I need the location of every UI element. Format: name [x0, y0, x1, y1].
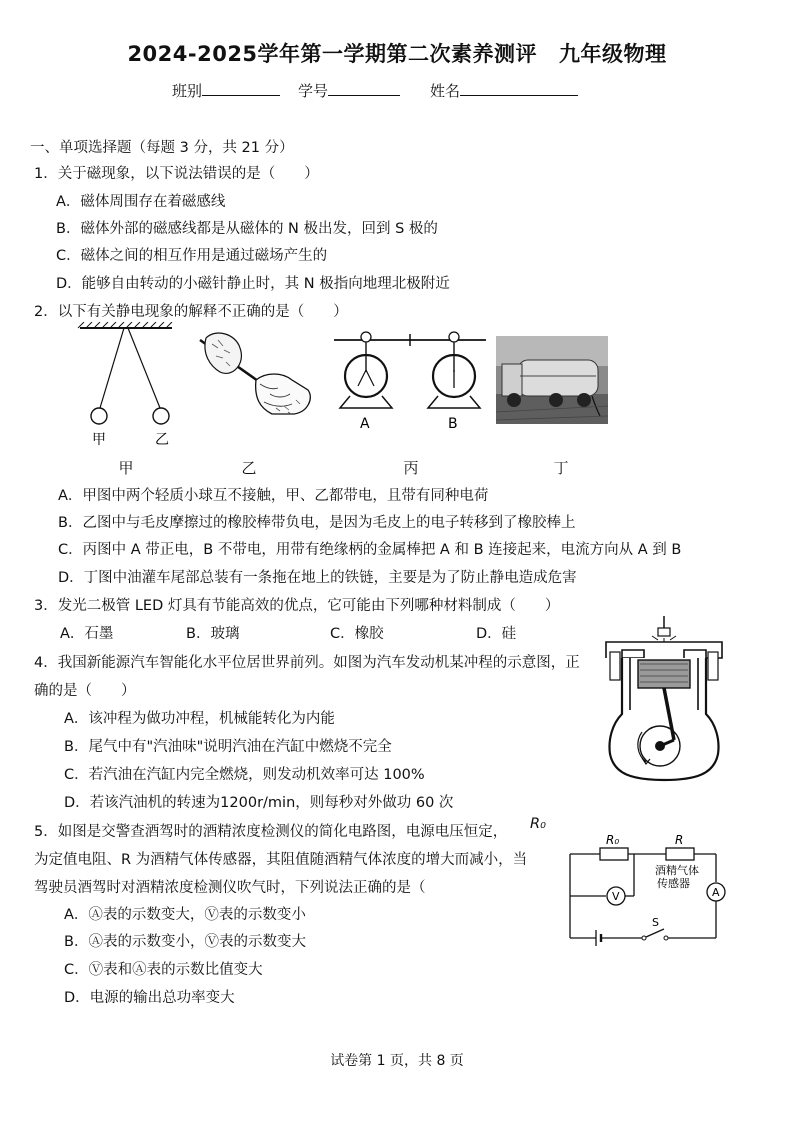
name-field[interactable] — [430, 80, 578, 101]
class-blank[interactable] — [202, 81, 280, 96]
q4-stem-line2: 确的是（ ） — [34, 683, 136, 699]
figure-ding-tanker-photo — [496, 336, 608, 424]
q3-stem: 3．发光二极管 LED 灯具有节能高效的优点，它可能由下列哪种材料制成（ ） — [34, 598, 560, 614]
q2-stem: 2．以下有关静电现象的解释不正确的是（ ） — [34, 304, 348, 320]
resistor-r — [666, 848, 694, 860]
q4-option-a[interactable]: A．该冲程为做功冲程，机械能转化为内能 — [64, 711, 335, 727]
q5-option-d[interactable]: D．电源的输出总功率变大 — [64, 990, 235, 1006]
label-r0: R₀ — [606, 833, 620, 847]
q1-option-a[interactable]: A．磁体周围存在着磁感线 — [56, 194, 226, 210]
q5-option-c[interactable]: C．Ⓥ表和Ⓐ表的示数比值变大 — [64, 962, 263, 978]
caption-bing: 丙 — [403, 459, 419, 477]
q4-option-d[interactable]: D．若该汽油机的转速为1200r/min，则每秒对外做功 60 次 — [64, 795, 454, 811]
label-a: A — [360, 416, 370, 432]
q1-option-b[interactable]: B．磁体外部的磁感线都是从磁体的 N 极出发，回到 S 极的 — [56, 221, 438, 237]
label-switch: S — [652, 916, 659, 929]
q2-option-a[interactable]: A．甲图中两个轻质小球互不接触，甲、乙都带电，且带有同种电荷 — [58, 488, 489, 504]
q3-option-b[interactable]: B．玻璃 — [186, 626, 240, 642]
q2-option-c[interactable]: C．丙图中 A 带正电，B 不带电，用带有绝缘柄的金属棒把 A 和 B 连接起来，电流方向从 A 到 B — [58, 542, 682, 558]
number-label: 学号 — [298, 82, 329, 100]
figure-engine-stroke — [602, 614, 728, 782]
q4-stem-line1: 4．我国新能源汽车智能化水平位居世界前列。如图为汽车发动机某冲程的示意图，正 — [34, 655, 580, 671]
ball-jia — [91, 408, 107, 424]
label-sensor-2: 传感器 — [657, 877, 690, 890]
name-blank[interactable] — [460, 81, 578, 96]
label-r: R — [675, 833, 684, 847]
q1-stem: 1．关于磁现象，以下说法错误的是（ ） — [34, 166, 319, 182]
label-yi: 乙 — [155, 432, 169, 448]
q1-option-d[interactable]: D．能够自由转动的小磁针静止时，其 N 极指向地理北极附近 — [56, 276, 450, 292]
label-ammeter: A — [712, 886, 720, 899]
label-voltmeter: V — [612, 890, 620, 903]
caption-jia: 甲 — [118, 459, 134, 477]
exam-title — [0, 38, 794, 68]
exam-title-main: 2024-2025学年第一学期第二次素养测评 — [127, 42, 538, 66]
q1-option-c[interactable]: C．磁体之间的相互作用是通过磁场产生的 — [56, 248, 328, 264]
caption-yi: 乙 — [241, 459, 257, 477]
class-field[interactable] — [172, 80, 280, 101]
label-b: B — [448, 416, 458, 432]
q2-option-d[interactable]: D．丁图中油灌车尾部总装有一条拖在地上的铁链，主要是为了防止静电造成危害 — [58, 570, 577, 586]
q4-option-c[interactable]: C．若汽油在汽缸内完全燃烧，则发动机效率可达 100% — [64, 767, 425, 783]
q3-option-a[interactable]: A．石墨 — [60, 626, 114, 642]
figure-circuit — [560, 830, 736, 946]
q3-option-c[interactable]: C．橡胶 — [330, 626, 384, 642]
class-label: 班别 — [172, 82, 203, 100]
ball-yi — [153, 408, 169, 424]
caption-ding: 丁 — [553, 459, 569, 477]
page-footer: 试卷第 1 页，共 8 页 — [330, 1053, 464, 1069]
q3-option-d[interactable]: D．硅 — [476, 626, 517, 642]
name-label: 姓名 — [430, 82, 461, 100]
label-jia: 甲 — [92, 432, 106, 448]
label-sensor-1: 酒精气体 — [655, 864, 699, 877]
q2-option-b[interactable]: B．乙图中与毛皮摩擦过的橡胶棒带负电，是因为毛皮上的电子转移到了橡胶棒上 — [58, 515, 576, 531]
q5-stem-r0: R₀ — [530, 816, 546, 832]
q4-option-b[interactable]: B．尾气中有"汽油味"说明汽油在汽缸中燃烧不完全 — [64, 739, 392, 755]
q5-stem-line3: 驾驶员酒驾时对酒精浓度检测仪吹气时，下列说法正确的是（ — [34, 880, 426, 896]
q5-stem-line2: 为定值电阻、R 为酒精气体传感器，其阻值随酒精气体浓度的增大而减小，当 — [34, 852, 528, 868]
section-heading: 一、单项选择题（每题 3 分，共 21 分） — [30, 140, 294, 156]
exam-title-subject: 九年级物理 — [559, 42, 667, 66]
q5-option-a[interactable]: A．Ⓐ表的示数变大，Ⓥ表的示数变小 — [64, 907, 306, 923]
switch-icon — [646, 929, 664, 937]
number-field[interactable] — [298, 80, 400, 101]
figure-jia-pendulums — [76, 322, 176, 450]
q5-stem-line1: 5．如图是交警查酒驾时的酒精浓度检测仪的简化电路图，电源电压恒定， — [34, 824, 508, 840]
number-blank[interactable] — [328, 81, 400, 96]
figure-yi-rubbing-rod — [196, 328, 316, 418]
q5-option-b[interactable]: B．Ⓐ表的示数变小，Ⓥ表的示数变大 — [64, 934, 306, 950]
resistor-r0 — [600, 848, 628, 860]
figure-bing-electroscopes — [330, 330, 492, 432]
